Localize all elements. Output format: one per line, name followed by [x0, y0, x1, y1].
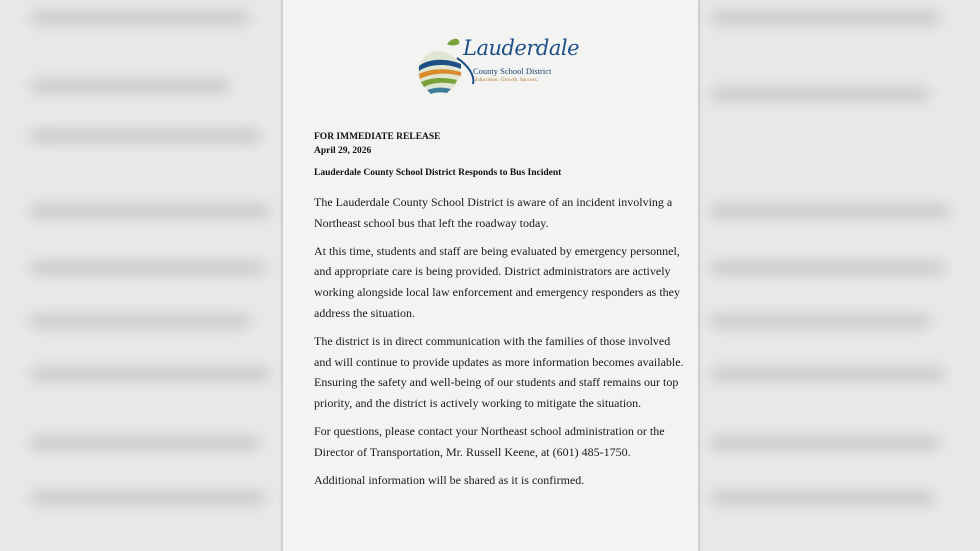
release-date: April 29, 2026	[314, 146, 372, 156]
paragraph-5: Additional information will be shared as it is confirmed.	[314, 472, 585, 487]
district-logo	[417, 36, 580, 98]
logo-district-name: County School District	[473, 66, 552, 76]
release-headline: Lauderdale County School District Responds to Bus Incident	[314, 168, 562, 178]
paragraph-1: The Lauderdale County School District is aware of an incident involving a Northeast school bus that left the roadway today.	[314, 195, 673, 230]
release-label: FOR IMMEDIATE RELEASE	[314, 132, 441, 142]
paragraph-2: At this time, students and staff are being evaluated by emergency personnel, and appropriate care is being provided. District administrators are actively working alongside local law enforcement and emergency responders as they address the situation.	[314, 243, 680, 320]
release-body	[314, 192, 684, 497]
paragraph-3: The district is in direct communication with the families of those involved and will continue to provide updates as more information becomes available. Ensuring the safety and well-being of our students and staff remains our top priority, and the district is actively working to mitigate the situation.	[314, 333, 684, 411]
paragraph-4: For questions, please contact your Northeast school administration or the Director of Transportation, Mr. Russell Keene, at (601) 485-1750.	[314, 423, 665, 459]
press-release-document	[282, 0, 699, 551]
logo-tagline: Education. Growth. Success.	[475, 77, 539, 83]
logo-wordmark: Lauderdale	[463, 36, 580, 60]
release-header	[314, 130, 441, 158]
